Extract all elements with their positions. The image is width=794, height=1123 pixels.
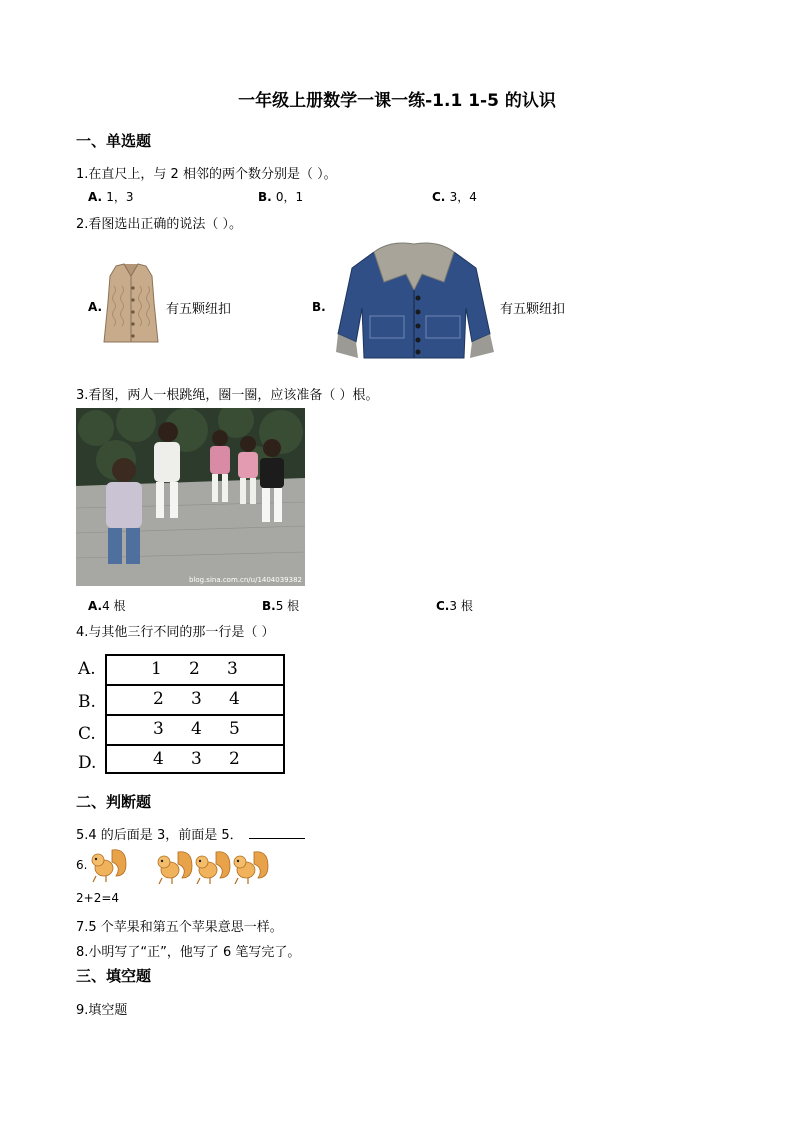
table-row [107,656,283,686]
table-cell: 4 [229,689,240,709]
question-2-text: 2.看图选出正确的说法（ ）。 [76,217,243,232]
q1-option-a[interactable]: A. 1，3 [88,190,134,204]
question-8-text: 8.小明写了“正”，他写了 6 笔写完了。 [76,945,301,960]
q2-option-b-label[interactable]: B. [312,300,326,314]
q2-option-a-label[interactable]: A. [88,300,103,314]
q1-option-b[interactable]: B. 0，1 [258,190,304,204]
question-7-text: 7.5 个苹果和第五个苹果意思一样。 [76,920,283,935]
table-cell: 3 [227,659,238,679]
table-cell: 4 [153,749,164,769]
table-row [107,746,283,776]
question-4-text: 4.与其他三行不同的那一行是（ ） [76,625,275,640]
number-table [105,654,285,774]
q4-row-c-label[interactable]: C. [78,724,96,744]
q4-row-d-label[interactable]: D. [78,753,97,773]
q2-option-a-text: 有五颗纽扣 [166,302,232,317]
table-cell: 4 [191,719,202,739]
table-cell: 3 [191,689,202,709]
section-heading-fill-blank: 三、填空题 [76,967,152,985]
q1-option-c[interactable]: C. 3，4 [432,190,477,204]
question-3-text: 3.看图，两人一根跳绳，圈一圈，应该准备（ ）根。 [76,388,379,403]
question-6-label: 6. [76,858,88,872]
table-cell: 1 [151,659,162,679]
page-title: 一年级上册数学一课一练-1.1 1-5 的认识 [238,91,556,111]
table-cell: 2 [189,659,200,679]
table-row [107,716,283,746]
vest-image [102,262,160,346]
q3-option-c[interactable]: C.3 根 [436,599,473,613]
q4-row-b-label[interactable]: B. [78,692,96,712]
question-6-equation: 2+2=4 [76,891,120,905]
squirrels-illustration [88,846,272,886]
table-cell: 3 [153,719,164,739]
table-row [107,686,283,716]
table-cell: 5 [229,719,240,739]
question-5 [76,824,305,843]
q4-row-a-label[interactable]: A. [78,659,96,679]
q3-option-a[interactable]: A.4 根 [88,599,126,613]
q2-option-b-text: 有五颗纽扣 [500,302,566,317]
question-5-text: 5.4 的后面是 3，前面是 5． [76,828,243,843]
section-heading-true-false: 二、判断题 [76,793,152,811]
table-cell: 2 [153,689,164,709]
q3-option-b[interactable]: B.5 根 [262,599,300,613]
question-9-text: 9.填空题 [76,1003,128,1018]
section-heading-single-choice: 一、单选题 [76,132,152,150]
table-cell: 3 [191,749,202,769]
children-playing-photo [76,408,305,586]
question-1-text: 1.在直尺上，与 2 相邻的两个数分别是（ ）。 [76,167,337,182]
photo-watermark: blog.sina.com.cn/u/1404039382 [188,576,302,584]
answer-blank[interactable] [249,826,305,839]
table-cell: 2 [229,749,240,769]
jacket-image [330,238,498,364]
